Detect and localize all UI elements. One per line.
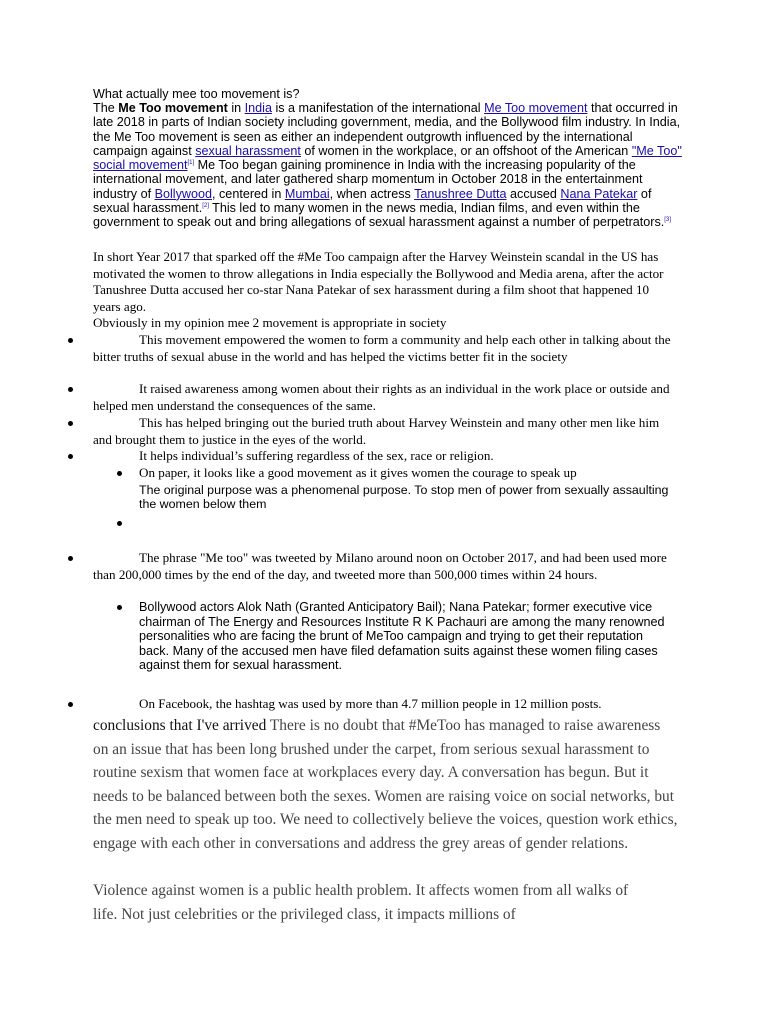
intro-paragraph: The Me Too movement in India is a manifestation of the international Me Too movement that occurred in late 2018 in parts of Indian society including government, media, and the Bollywood film industry. In India, the Me Too movement is seen as either an independent outgrowth influenced by the international campaign against sexual harassment of women in the workplace, or an offshoot of the American "Me Too" social movement[1] Me Too began gaining prominence in India with the increasing popularity of the international movement, and later gathered sharp momentum in October 2018 in the entertainment industry of Bollywood, centered in Mumbai, when actress Tanushree Dutta accused Nana Patekar of sexual harassment.[2] This led to many women in the news media, Indian films, and even within the government to speak out and bring allegations of sexual harassment against a number of perpetrators.[3]: [93, 101, 682, 230]
reference-1[interactable]: [1]: [187, 160, 195, 166]
link-india[interactable]: India: [244, 101, 272, 115]
conclusions-lead: conclusions that I've arrived: [93, 717, 267, 734]
bullet-icon: [117, 521, 122, 526]
list-item: It raised awareness among women about their rights as an individual in the work place or outside and helped men understand the consequences of the same.: [93, 381, 681, 414]
sub-list-item: On paper, it looks like a good movement as it gives women the courage to speak up: [139, 465, 669, 482]
bullet-icon: [117, 471, 122, 476]
link-mumbai[interactable]: Mumbai: [284, 186, 330, 201]
link-nana-patekar[interactable]: Nana Patekar: [560, 186, 638, 201]
conclusions-paragraph: conclusions that I've arrived There is no doubt that #MeToo has managed to raise awareness on an issue that has been long brushed under the carpet, from serious sexual harassment to routine sexism that women face at workplaces every day. A conversation has begun. But it needs to be balanced between both the sexes. Women are raising voice on social networks, but the men need to speak up too. We need to collectively believe the voices, question work ethics, engage with each other in conversations and address the grey areas of gender relations.: [93, 717, 678, 852]
bullet-icon: [68, 421, 73, 426]
list-item: It helps individual’s suffering regardless of the sex, race or religion.: [93, 448, 681, 465]
bullet-icon: [117, 605, 122, 610]
opinion-line: Obviously in my opinion mee 2 movement is appropriate in society: [93, 315, 447, 330]
link-sexual-harassment[interactable]: sexual harassment: [195, 143, 301, 158]
list-item: On Facebook, the hashtag was used by more than 4.7 million people in 12 million posts.: [93, 696, 681, 713]
list-item: This movement empowered the women to form a community and help each other in talking about the bitter truths of sexual abuse in the world and has helped the victims better fit in the society: [93, 332, 681, 365]
violence-paragraph: Violence against women is a public health problem. It affects women from all walks of life. Not just celebrities or the privileged class, it impacts millions of: [93, 882, 629, 923]
link-me-too-social-movement[interactable]: "Me Too" social movement: [93, 143, 682, 173]
bullet-icon: [68, 387, 73, 392]
bullet-icon: [68, 338, 73, 343]
link-bollywood[interactable]: Bollywood: [154, 186, 213, 201]
link-tanushree-dutta[interactable]: Tanushree Dutta: [414, 186, 507, 201]
reference-3[interactable]: [3]: [664, 217, 671, 224]
list-item: The phrase "Me too" was tweeted by Milano around noon on October 2017, and had been used more than 200,000 times by the end of the day, and tweeted more than 500,000 times within 24 hours.: [93, 550, 681, 583]
list-item: This has helped bringing out the buried truth about Harvey Weinstein and many other men like him and brought them to justice in the eyes of the world.: [93, 415, 681, 448]
question-heading: What actually mee too movement is?: [93, 87, 300, 101]
bullet-icon: [68, 556, 73, 561]
bullet-icon: [68, 702, 73, 707]
short-year-paragraph: In short Year 2017 that sparked off the #Me Too campaign after the Harvey Weinstein scandal in the US has motivated the women to throw allegations in India especially the Bollywood and Media arena, after the actor Tanushree Dutta accused her co-star Nana Patekar of sex harassment during a film shoot that happened 10 years ago.: [93, 249, 664, 314]
reference-2[interactable]: [2]: [202, 202, 209, 209]
bullet-icon: [68, 454, 73, 459]
link-me-too-movement[interactable]: Me Too movement: [484, 101, 588, 115]
sub-list-item: Bollywood actors Alok Nath (Granted Anticipatory Bail); Nana Patekar; former executive vice chairman of The Energy and Resources Institute R K Pachauri are among the many renowned personalities who are facing the brunt of MeToo campaign and trying to get their reputation back. Many of the accused men have filed defamation suits against these women filing cases against them for sexual harassment.: [139, 600, 667, 673]
sub-list-text: The original purpose was a phenomenal purpose. To stop men of power from sexually assaulting the women below them: [139, 483, 669, 512]
